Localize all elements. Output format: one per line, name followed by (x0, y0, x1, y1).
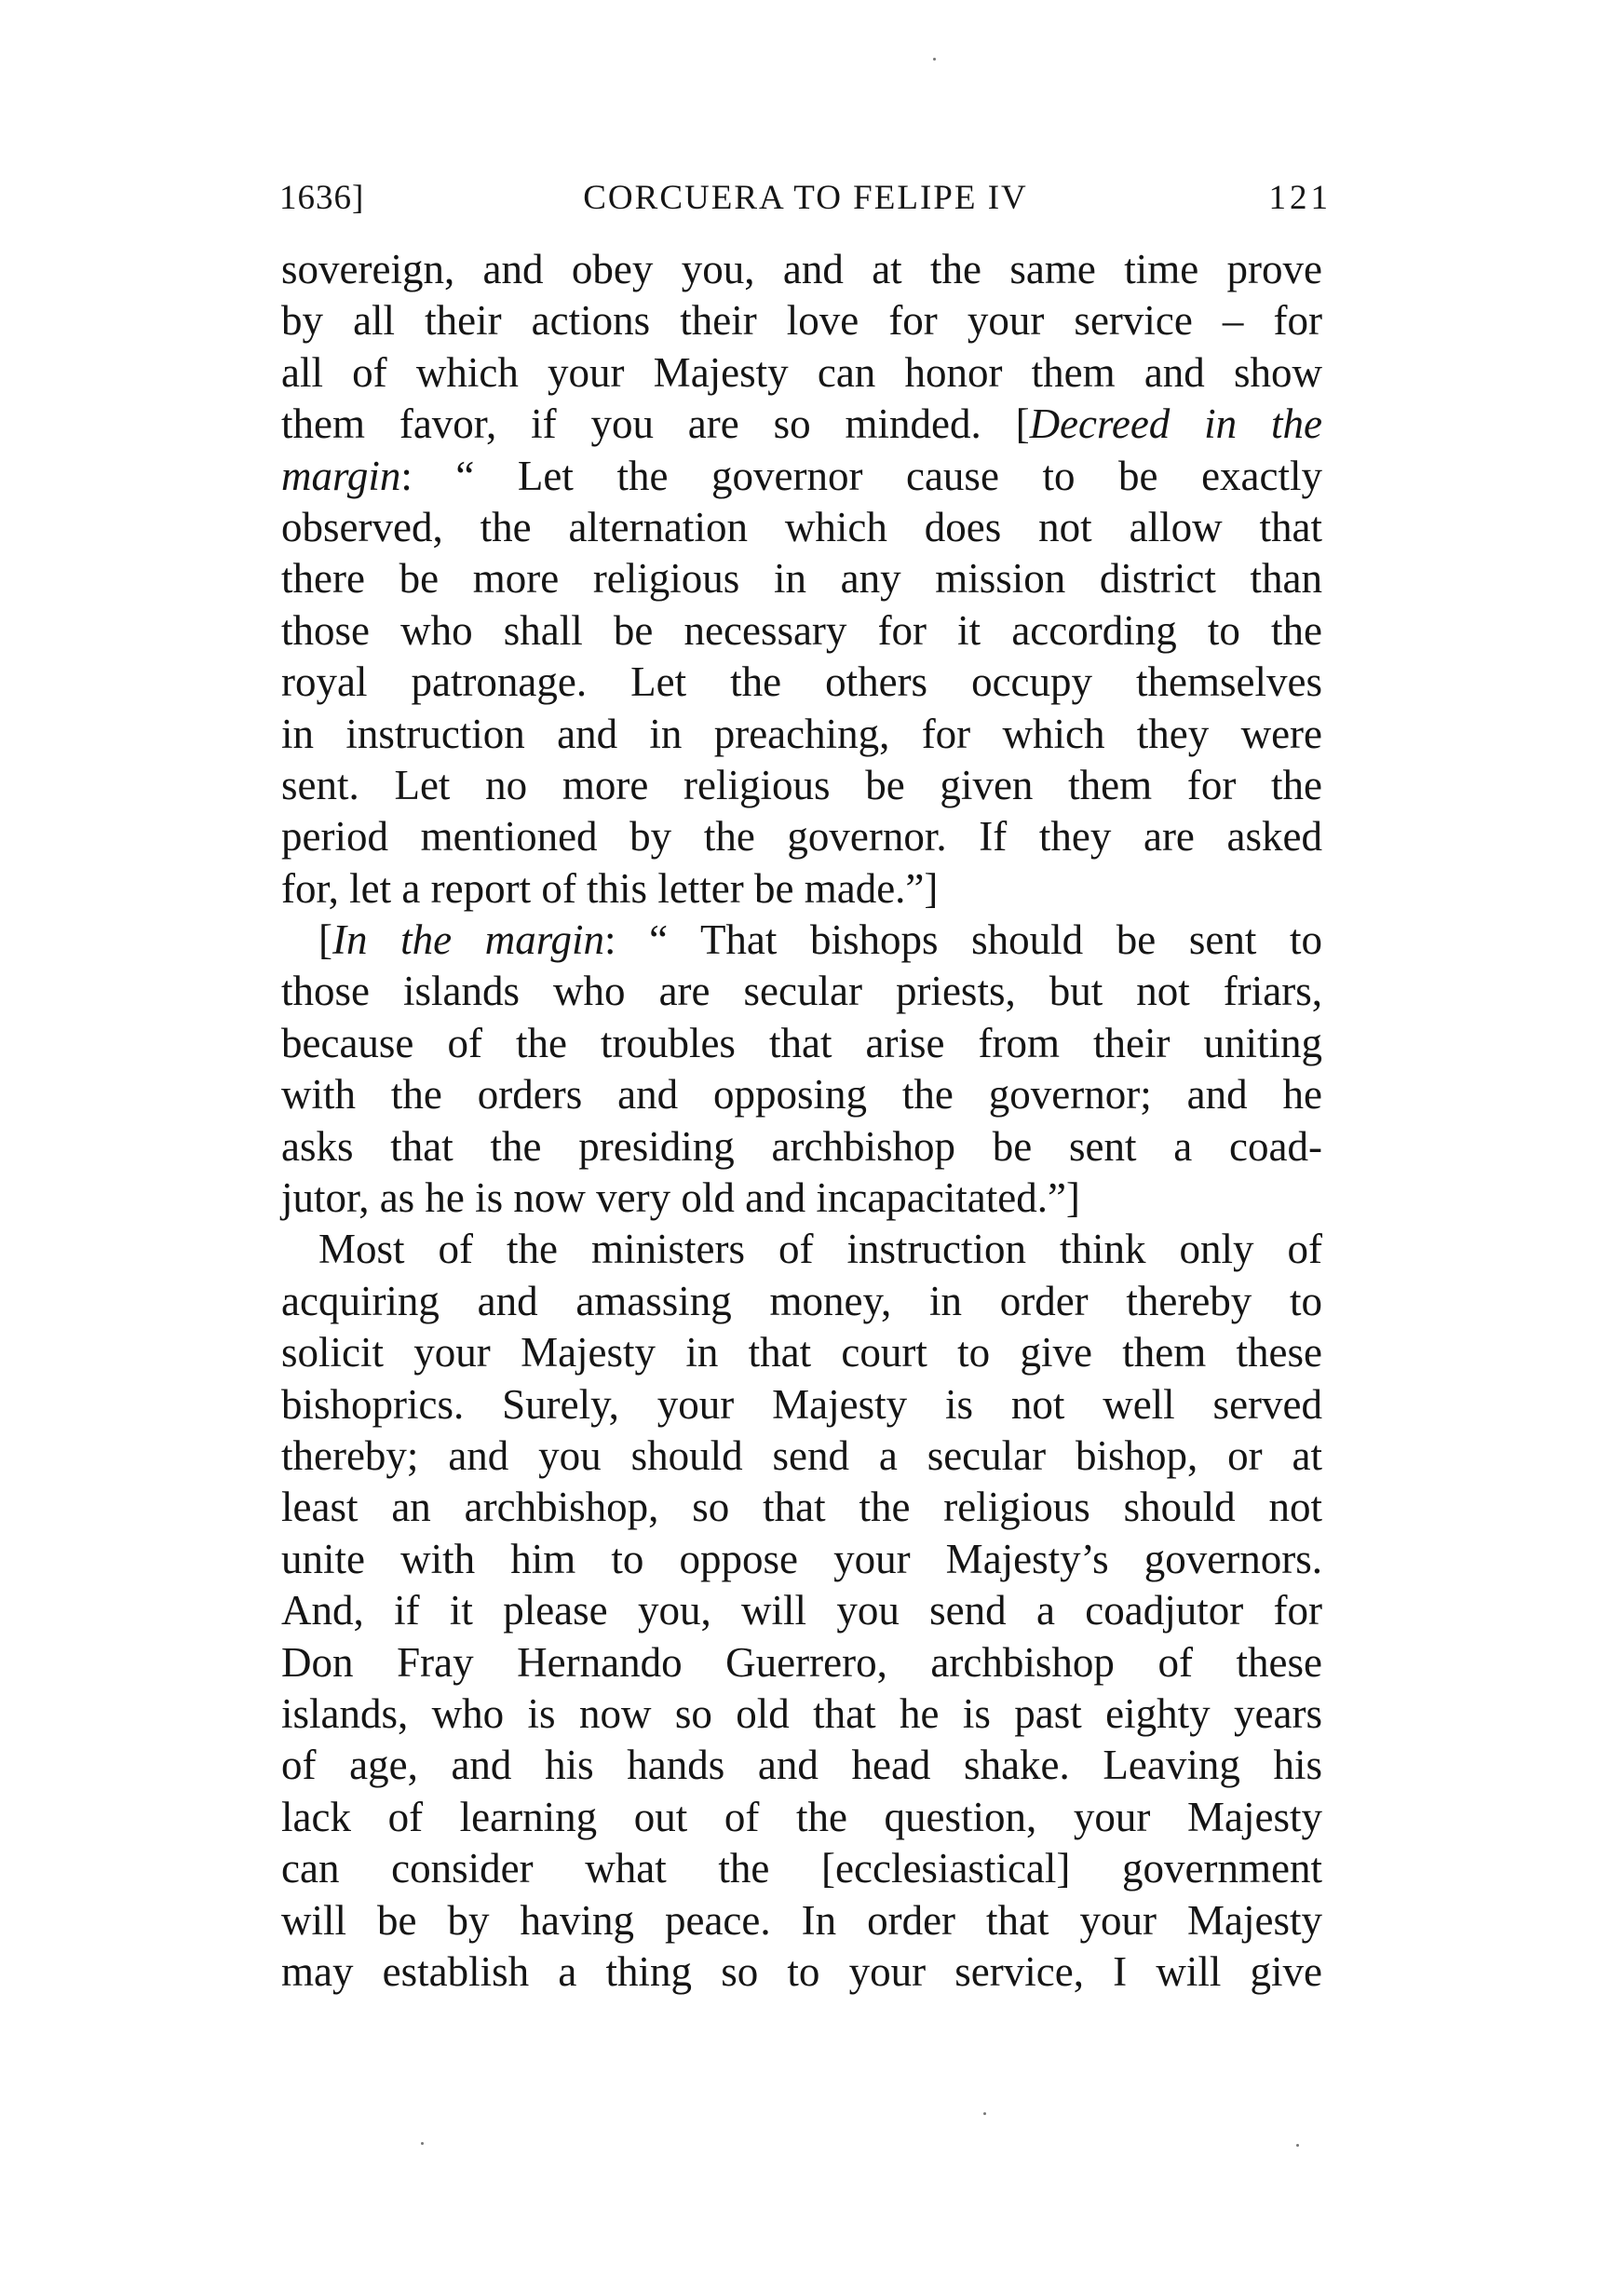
text-line: asks that the presiding archbishop be sent a coad- (281, 1122, 1322, 1170)
running-header (279, 175, 1332, 222)
text-line: may establish a thing so to your service, I will give (281, 1947, 1322, 1995)
text-line: those islands who are secular priests, but not friars, (281, 968, 1322, 1015)
text-line: thereby; and you should send a secular bishop, or at (281, 1431, 1322, 1479)
text-line: with the orders and opposing the governor; and he (281, 1071, 1322, 1119)
body-text (281, 244, 1322, 1998)
scan-speck (933, 58, 936, 61)
italic-text: In the margin (332, 916, 605, 964)
text-line: them favor, if you are so minded. [Decreed in the (281, 400, 1322, 448)
text-line: least an archbishop, so that the religious should not (281, 1484, 1322, 1531)
text-line: there be more religious in any mission district than (281, 555, 1322, 603)
text-line: bishoprics. Surely, your Majesty is not well served (281, 1380, 1322, 1428)
scan-speck (1296, 2144, 1299, 2147)
text-line: islands, who is now so old that he is past eighty years (281, 1689, 1322, 1737)
text-line: can consider what the [ecclesiastical] government (281, 1845, 1322, 1892)
header-title: CORCUERA TO FELIPE IV (583, 179, 1028, 217)
text-line: will be by having peace. In order that your Majesty (281, 1896, 1322, 1944)
text-line: Don Fray Hernando Guerrero, archbishop of these (281, 1638, 1322, 1686)
text-line: by all their actions their love for your service – for (281, 297, 1322, 345)
text-line: jutor, as he is now very old and incapacitated.”] (281, 1174, 1080, 1222)
page-number: 121 (1268, 179, 1332, 217)
text-line: in instruction and in preaching, for which they were (281, 710, 1322, 757)
text-line: And, if it please you, will you send a coadjutor for (281, 1587, 1322, 1634)
text-line: period mentioned by the governor. If they are asked (281, 813, 1322, 861)
scan-speck (983, 2112, 986, 2115)
text-line: solicit your Majesty in that court to give them these (281, 1329, 1322, 1377)
text-line: lack of learning out of the question, your Majesty (281, 1793, 1322, 1840)
text-line: because of the troubles that arise from their uniting (281, 1019, 1322, 1066)
text-line: acquiring and amassing money, in order thereby to (281, 1277, 1322, 1324)
text-line: unite with him to oppose your Majesty’s governors. (281, 1535, 1322, 1582)
text-line: Most of the ministers of instruction think only of (318, 1226, 1322, 1273)
text-line: all of which your Majesty can honor them and show (281, 348, 1322, 396)
italic-text: margin (281, 452, 401, 499)
text-line: royal patronage. Let the others occupy themselves (281, 658, 1322, 706)
text-line: sovereign, and obey you, and at the same time prove (281, 246, 1322, 292)
italic-text: Decreed in the (1029, 400, 1322, 448)
text-line: for, let a report of this letter be made.”] (281, 864, 939, 912)
text-line: margin: “ Let the governor cause to be exactly (281, 452, 1322, 499)
header-year: 1636] (279, 179, 365, 217)
text-line: [In the margin: “ That bishops should be sent to (318, 916, 1322, 964)
text-line: sent. Let no more religious be given them for the (281, 761, 1322, 808)
scan-speck (421, 2142, 424, 2145)
text-line: of age, and his hands and head shake. Leaving his (281, 1742, 1322, 1789)
text-line: observed, the alternation which does not allow that (281, 503, 1322, 550)
text-line: those who shall be necessary for it according to the (281, 606, 1322, 654)
